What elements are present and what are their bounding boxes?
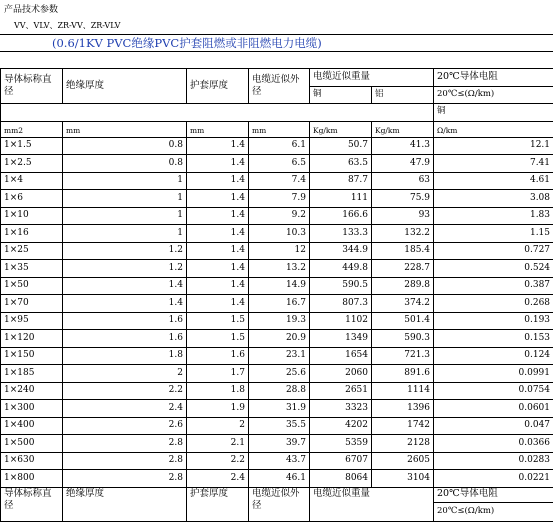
unit-cell: mm bbox=[63, 121, 187, 137]
table-cell: 1.2 bbox=[63, 260, 187, 278]
table-cell: 1 bbox=[63, 225, 187, 243]
table-cell: 41.3 bbox=[372, 137, 434, 155]
table-cell: 1×95 bbox=[1, 312, 63, 330]
spec-banner-text: (0.6/1KV PVC绝缘PVC护套阻燃或非阻燃电力电缆) bbox=[52, 35, 322, 51]
table-cell: 0.0221 bbox=[434, 470, 553, 488]
table-cell: 13.2 bbox=[249, 260, 310, 278]
table-cell: 1.4 bbox=[63, 277, 187, 295]
table-cell: 47.9 bbox=[372, 155, 434, 173]
table-cell: 1.6 bbox=[63, 330, 187, 348]
table-cell: 43.7 bbox=[249, 452, 310, 470]
header-resistance bbox=[434, 487, 553, 521]
table-cell: 1114 bbox=[372, 382, 434, 400]
table-cell: 2.8 bbox=[63, 435, 187, 453]
table-row bbox=[1, 172, 553, 190]
table-cell: 1.7 bbox=[187, 365, 249, 383]
table-cell: 4202 bbox=[310, 417, 372, 435]
unit-cell: Ω/km bbox=[434, 121, 553, 137]
table-cell: 166.6 bbox=[310, 207, 372, 225]
table-cell: 75.9 bbox=[372, 190, 434, 208]
table-row bbox=[1, 312, 553, 330]
table-cell: 1102 bbox=[310, 312, 372, 330]
table-row bbox=[1, 400, 553, 418]
table-cell: 1×185 bbox=[1, 365, 63, 383]
table-row bbox=[1, 330, 553, 348]
table-cell: 1654 bbox=[310, 347, 372, 365]
table-cell: 1×240 bbox=[1, 382, 63, 400]
table-cell: 3104 bbox=[372, 470, 434, 488]
header-resistance-copper: 铜 bbox=[434, 104, 553, 122]
table-cell: 93 bbox=[372, 207, 434, 225]
table-cell: 63.5 bbox=[310, 155, 372, 173]
table-cell: 50.7 bbox=[310, 137, 372, 155]
table-cell: 0.0754 bbox=[434, 382, 553, 400]
table-cell: 1×25 bbox=[1, 242, 63, 260]
table-cell: 4.61 bbox=[434, 172, 553, 190]
cable-models: VV、VLV、ZR-VV、ZR-VLV bbox=[14, 20, 120, 31]
table-cell: 1.83 bbox=[434, 207, 553, 225]
header-resistance-unit: 20℃≤(Ω/km) bbox=[434, 86, 553, 104]
table-cell: 1×4 bbox=[1, 172, 63, 190]
table-cell: 228.7 bbox=[372, 260, 434, 278]
table-cell: 1.8 bbox=[187, 382, 249, 400]
table-cell: 0.524 bbox=[434, 260, 553, 278]
table-cell: 0.0991 bbox=[434, 365, 553, 383]
table-cell: 1×16 bbox=[1, 225, 63, 243]
table-cell: 5359 bbox=[310, 435, 372, 453]
table-cell: 2.6 bbox=[63, 417, 187, 435]
table-cell: 1×1.5 bbox=[1, 137, 63, 155]
table-cell: 1×120 bbox=[1, 330, 63, 348]
header-resistance: 20℃导体电阻 bbox=[434, 69, 553, 87]
table-cell: 12.1 bbox=[434, 137, 553, 155]
header-sheath-thickness: 护套厚度 bbox=[187, 69, 249, 104]
table-cell: 1396 bbox=[372, 400, 434, 418]
table-cell: 7.9 bbox=[249, 190, 310, 208]
header-insulation-thickness: 绝缘厚度 bbox=[63, 487, 187, 521]
table-cell: 1.4 bbox=[187, 295, 249, 313]
table-cell: 16.7 bbox=[249, 295, 310, 313]
table-cell: 1×10 bbox=[1, 207, 63, 225]
table-cell: 1×35 bbox=[1, 260, 63, 278]
header-weight-copper: 铜 bbox=[310, 86, 372, 104]
table-cell: 3.08 bbox=[434, 190, 553, 208]
table-cell: 31.9 bbox=[249, 400, 310, 418]
table-cell: 2605 bbox=[372, 452, 434, 470]
table-cell: 590.5 bbox=[310, 277, 372, 295]
table-cell: 289.8 bbox=[372, 277, 434, 295]
table-cell: 1 bbox=[63, 190, 187, 208]
unit-cell: mm2 bbox=[1, 121, 63, 137]
table-cell: 891.6 bbox=[372, 365, 434, 383]
table-row bbox=[1, 137, 553, 155]
header-conductor-size: 导体标称直径 bbox=[1, 69, 63, 104]
table-cell: 1.4 bbox=[187, 190, 249, 208]
table-cell: 1.5 bbox=[187, 312, 249, 330]
table-cell: 0.727 bbox=[434, 242, 553, 260]
table-cell: 111 bbox=[310, 190, 372, 208]
unit-cell: Kg/km bbox=[310, 121, 372, 137]
table-cell: 1.6 bbox=[63, 312, 187, 330]
table-cell: 1.4 bbox=[187, 172, 249, 190]
table-cell: 46.1 bbox=[249, 470, 310, 488]
header-row-repeat bbox=[1, 487, 553, 521]
table-cell: 1×630 bbox=[1, 452, 63, 470]
table-cell: 1.15 bbox=[434, 225, 553, 243]
table-cell: 9.2 bbox=[249, 207, 310, 225]
table-cell: 344.9 bbox=[310, 242, 372, 260]
table-cell: 6.5 bbox=[249, 155, 310, 173]
table-row bbox=[1, 207, 553, 225]
table-cell: 0.8 bbox=[63, 137, 187, 155]
header-conductor-size: 导体标称直径 bbox=[1, 487, 63, 521]
table-cell: 1.5 bbox=[187, 330, 249, 348]
table-cell: 63 bbox=[372, 172, 434, 190]
table-cell: 1.4 bbox=[187, 137, 249, 155]
table-row bbox=[1, 470, 553, 488]
table-cell: 14.9 bbox=[249, 277, 310, 295]
table-cell: 20.9 bbox=[249, 330, 310, 348]
table-cell: 39.7 bbox=[249, 435, 310, 453]
table-cell: 0.193 bbox=[434, 312, 553, 330]
table-cell: 6707 bbox=[310, 452, 372, 470]
table-cell: 0.153 bbox=[434, 330, 553, 348]
table-cell: 2.8 bbox=[63, 452, 187, 470]
header-resistance-unit: 20℃≤(Ω/km) bbox=[434, 502, 553, 517]
table-cell: 807.3 bbox=[310, 295, 372, 313]
table-cell: 1.6 bbox=[187, 347, 249, 365]
table-cell: 6.1 bbox=[249, 137, 310, 155]
table-cell: 0.124 bbox=[434, 347, 553, 365]
table-cell: 721.3 bbox=[372, 347, 434, 365]
table-cell: 1×300 bbox=[1, 400, 63, 418]
table-row bbox=[1, 382, 553, 400]
header-weight: 电缆近似重量 bbox=[310, 69, 434, 87]
spec-banner bbox=[0, 34, 553, 52]
table-cell: 25.6 bbox=[249, 365, 310, 383]
table-cell: 1×70 bbox=[1, 295, 63, 313]
table-cell: 0.8 bbox=[63, 155, 187, 173]
table-cell: 1.4 bbox=[187, 260, 249, 278]
table-cell: 1.4 bbox=[187, 225, 249, 243]
table-cell: 7.4 bbox=[249, 172, 310, 190]
header-row-1 bbox=[1, 69, 553, 87]
table-row bbox=[1, 155, 553, 173]
table-cell: 2.2 bbox=[187, 452, 249, 470]
header-outer-diameter: 电缆近似外径 bbox=[249, 487, 310, 521]
table-cell: 1742 bbox=[372, 417, 434, 435]
page-title: 产品技术参数 bbox=[4, 2, 58, 15]
table-cell: 185.4 bbox=[372, 242, 434, 260]
table-cell: 0.0283 bbox=[434, 452, 553, 470]
table-cell: 23.1 bbox=[249, 347, 310, 365]
table-row bbox=[1, 242, 553, 260]
table-cell: 2.2 bbox=[63, 382, 187, 400]
table-cell: 1×150 bbox=[1, 347, 63, 365]
table-cell: 1×500 bbox=[1, 435, 63, 453]
table-cell: 87.7 bbox=[310, 172, 372, 190]
table-cell: 2651 bbox=[310, 382, 372, 400]
header-weight: 电缆近似重量 bbox=[310, 487, 434, 521]
table-row bbox=[1, 417, 553, 435]
table-cell: 1×2.5 bbox=[1, 155, 63, 173]
table-cell: 0.0601 bbox=[434, 400, 553, 418]
table-cell: 0.047 bbox=[434, 417, 553, 435]
table-cell: 1×400 bbox=[1, 417, 63, 435]
header-insulation-thickness: 绝缘厚度 bbox=[63, 69, 187, 104]
table-cell: 1.4 bbox=[187, 242, 249, 260]
header-row-3 bbox=[1, 104, 553, 122]
table-cell: 2 bbox=[187, 417, 249, 435]
table-cell: 1×800 bbox=[1, 470, 63, 488]
table-cell: 1.4 bbox=[187, 155, 249, 173]
unit-cell: mm bbox=[187, 121, 249, 137]
table-cell: 2060 bbox=[310, 365, 372, 383]
header-outer-diameter: 电缆近似外径 bbox=[249, 69, 310, 104]
table-cell: 1.4 bbox=[187, 277, 249, 295]
cable-spec-table bbox=[0, 68, 553, 522]
units-row bbox=[1, 121, 553, 137]
table-cell: 1.2 bbox=[63, 242, 187, 260]
table-cell: 2.4 bbox=[187, 470, 249, 488]
header-resistance-title: 20℃导体电阻 bbox=[437, 488, 550, 500]
table-cell: 19.3 bbox=[249, 312, 310, 330]
header-weight-aluminum: 铝 bbox=[372, 86, 434, 104]
table-cell: 1×6 bbox=[1, 190, 63, 208]
table-cell: 0.387 bbox=[434, 277, 553, 295]
table-row bbox=[1, 365, 553, 383]
header-sheath-thickness: 护套厚度 bbox=[187, 487, 249, 521]
table-row bbox=[1, 452, 553, 470]
table-cell: 3323 bbox=[310, 400, 372, 418]
table-cell: 1×50 bbox=[1, 277, 63, 295]
table-cell: 1349 bbox=[310, 330, 372, 348]
unit-cell: mm bbox=[249, 121, 310, 137]
table-row bbox=[1, 225, 553, 243]
table-cell: 132.2 bbox=[372, 225, 434, 243]
header-spacer bbox=[1, 104, 434, 122]
table-cell: 501.4 bbox=[372, 312, 434, 330]
table-cell: 1 bbox=[63, 207, 187, 225]
table-cell: 1.8 bbox=[63, 347, 187, 365]
table-cell: 133.3 bbox=[310, 225, 372, 243]
table-row bbox=[1, 277, 553, 295]
table-cell: 7.41 bbox=[434, 155, 553, 173]
table-cell: 8064 bbox=[310, 470, 372, 488]
table-cell: 590.3 bbox=[372, 330, 434, 348]
table-cell: 2.8 bbox=[63, 470, 187, 488]
table-cell: 1.4 bbox=[187, 207, 249, 225]
table-row bbox=[1, 295, 553, 313]
table-row bbox=[1, 260, 553, 278]
table-cell: 2128 bbox=[372, 435, 434, 453]
unit-cell: Kg/km bbox=[372, 121, 434, 137]
table-cell: 2.4 bbox=[63, 400, 187, 418]
table-cell: 374.2 bbox=[372, 295, 434, 313]
table-cell: 2 bbox=[63, 365, 187, 383]
table-cell: 0.0366 bbox=[434, 435, 553, 453]
table-cell: 449.8 bbox=[310, 260, 372, 278]
table-cell: 1.9 bbox=[187, 400, 249, 418]
table-row bbox=[1, 435, 553, 453]
table-cell: 12 bbox=[249, 242, 310, 260]
table-cell: 1 bbox=[63, 172, 187, 190]
table-cell: 28.8 bbox=[249, 382, 310, 400]
table-cell: 0.268 bbox=[434, 295, 553, 313]
table-row bbox=[1, 347, 553, 365]
table-cell: 2.1 bbox=[187, 435, 249, 453]
table-cell: 1.4 bbox=[63, 295, 187, 313]
table-cell: 35.5 bbox=[249, 417, 310, 435]
table-cell: 10.3 bbox=[249, 225, 310, 243]
table-row bbox=[1, 190, 553, 208]
